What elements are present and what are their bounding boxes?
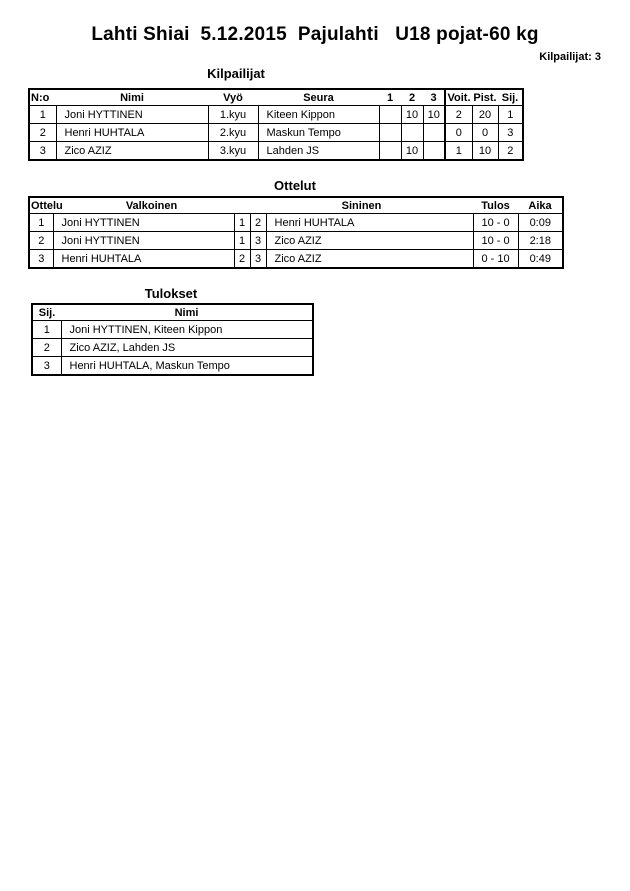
competitor-row — [29, 142, 523, 161]
col-header-tulos: Tulos — [473, 197, 518, 214]
cell-nimi: Joni HYTTINEN — [56, 106, 208, 124]
result-row — [32, 339, 313, 357]
cell-nimi: Henri HUHTALA — [56, 124, 208, 142]
match-row — [29, 232, 563, 250]
cell-match-no: 3 — [29, 250, 53, 269]
cell-blue-number: 2 — [250, 214, 266, 232]
cell-pist: 10 — [472, 142, 498, 161]
section-heading-ottelut: Ottelut — [274, 178, 316, 193]
col-header-valkoinen: Valkoinen — [53, 197, 250, 214]
col-header-2: 2 — [401, 89, 423, 106]
cell-pist: 0 — [472, 124, 498, 142]
cell-blue-name: Henri HUHTALA — [266, 214, 473, 232]
cell-result-nimi: Zico AZIZ, Lahden JS — [61, 339, 313, 357]
cell-sij: 3 — [498, 124, 523, 142]
col-header-voit: Voit. — [445, 89, 472, 106]
col-header-sij: Sij. — [32, 304, 61, 321]
result-row — [32, 357, 313, 376]
col-header-no: N:o — [29, 89, 56, 106]
cell-aika: 2:18 — [518, 232, 563, 250]
cell-nimi: Zico AZIZ — [56, 142, 208, 161]
cell-vyo: 3.kyu — [208, 142, 258, 161]
cell-vyo: 1.kyu — [208, 106, 258, 124]
section-heading-kilpailijat: Kilpailijat — [207, 66, 265, 81]
cell-score-2 — [401, 124, 423, 142]
cell-score-3 — [423, 142, 445, 161]
cell-white-number: 2 — [234, 250, 250, 269]
section-heading-tulokset: Tulokset — [144, 286, 198, 301]
cell-score-2: 10 — [401, 142, 423, 161]
match-row — [29, 214, 563, 232]
cell-result-nimi: Joni HYTTINEN, Kiteen Kippon — [61, 321, 313, 339]
col-header-pist: Pist. — [472, 89, 498, 106]
result-row — [32, 321, 313, 339]
cell-score-3 — [423, 124, 445, 142]
cell-pist: 20 — [472, 106, 498, 124]
cell-aika: 0:09 — [518, 214, 563, 232]
cell-seura: Maskun Tempo — [258, 124, 379, 142]
cell-sij: 3 — [32, 357, 61, 376]
cell-tulos: 10 - 0 — [473, 232, 518, 250]
tulokset-header-row — [32, 304, 313, 321]
cell-score-3: 10 — [423, 106, 445, 124]
cell-match-no: 2 — [29, 232, 53, 250]
cell-vyo: 2.kyu — [208, 124, 258, 142]
col-header-vyo: Vyö — [208, 89, 258, 106]
col-header-nimi: Nimi — [56, 89, 208, 106]
cell-blue-name: Zico AZIZ — [266, 232, 473, 250]
cell-white-number: 1 — [234, 232, 250, 250]
cell-tulos: 10 - 0 — [473, 214, 518, 232]
cell-aika: 0:49 — [518, 250, 563, 269]
cell-sij: 2 — [32, 339, 61, 357]
cell-match-no: 1 — [29, 214, 53, 232]
cell-white-number: 1 — [234, 214, 250, 232]
cell-blue-name: Zico AZIZ — [266, 250, 473, 269]
col-header-seura: Seura — [258, 89, 379, 106]
match-row — [29, 250, 563, 269]
cell-score-1 — [379, 106, 401, 124]
cell-voit: 0 — [445, 124, 472, 142]
cell-blue-number: 3 — [250, 232, 266, 250]
cell-blue-number: 3 — [250, 250, 266, 269]
kilpailijat-header-row — [29, 89, 523, 106]
cell-voit: 1 — [445, 142, 472, 161]
cell-score-2: 10 — [401, 106, 423, 124]
competitor-row — [29, 124, 523, 142]
cell-score-1 — [379, 124, 401, 142]
cell-white-name: Henri HUHTALA — [53, 250, 234, 269]
cell-white-name: Joni HYTTINEN — [53, 232, 234, 250]
ottelut-header-row — [29, 197, 563, 214]
competitor-row — [29, 106, 523, 124]
cell-result-nimi: Henri HUHTALA, Maskun Tempo — [61, 357, 313, 376]
tulokset-table — [31, 303, 314, 376]
col-header-sininen: Sininen — [250, 197, 473, 214]
col-header-aika: Aika — [518, 197, 563, 214]
cell-sij: 1 — [498, 106, 523, 124]
col-header-3: 3 — [423, 89, 445, 106]
cell-sij: 2 — [498, 142, 523, 161]
cell-no: 2 — [29, 124, 56, 142]
col-header-sij: Sij. — [498, 89, 523, 106]
competitors-count: Kilpailijat: 3 — [539, 51, 601, 63]
cell-sij: 1 — [32, 321, 61, 339]
cell-tulos: 0 - 10 — [473, 250, 518, 269]
cell-seura: Kiteen Kippon — [258, 106, 379, 124]
cell-no: 3 — [29, 142, 56, 161]
ottelut-table — [28, 196, 564, 269]
cell-score-1 — [379, 142, 401, 161]
cell-seura: Lahden JS — [258, 142, 379, 161]
col-header-nimi: Nimi — [61, 304, 313, 321]
col-header-ottelu: Ottelu — [29, 197, 53, 214]
col-header-1: 1 — [379, 89, 401, 106]
cell-no: 1 — [29, 106, 56, 124]
cell-white-name: Joni HYTTINEN — [53, 214, 234, 232]
page-title: Lahti Shiai 5.12.2015 Pajulahti U18 pojat-60 kg — [91, 24, 539, 45]
kilpailijat-table — [28, 88, 524, 161]
cell-voit: 2 — [445, 106, 472, 124]
